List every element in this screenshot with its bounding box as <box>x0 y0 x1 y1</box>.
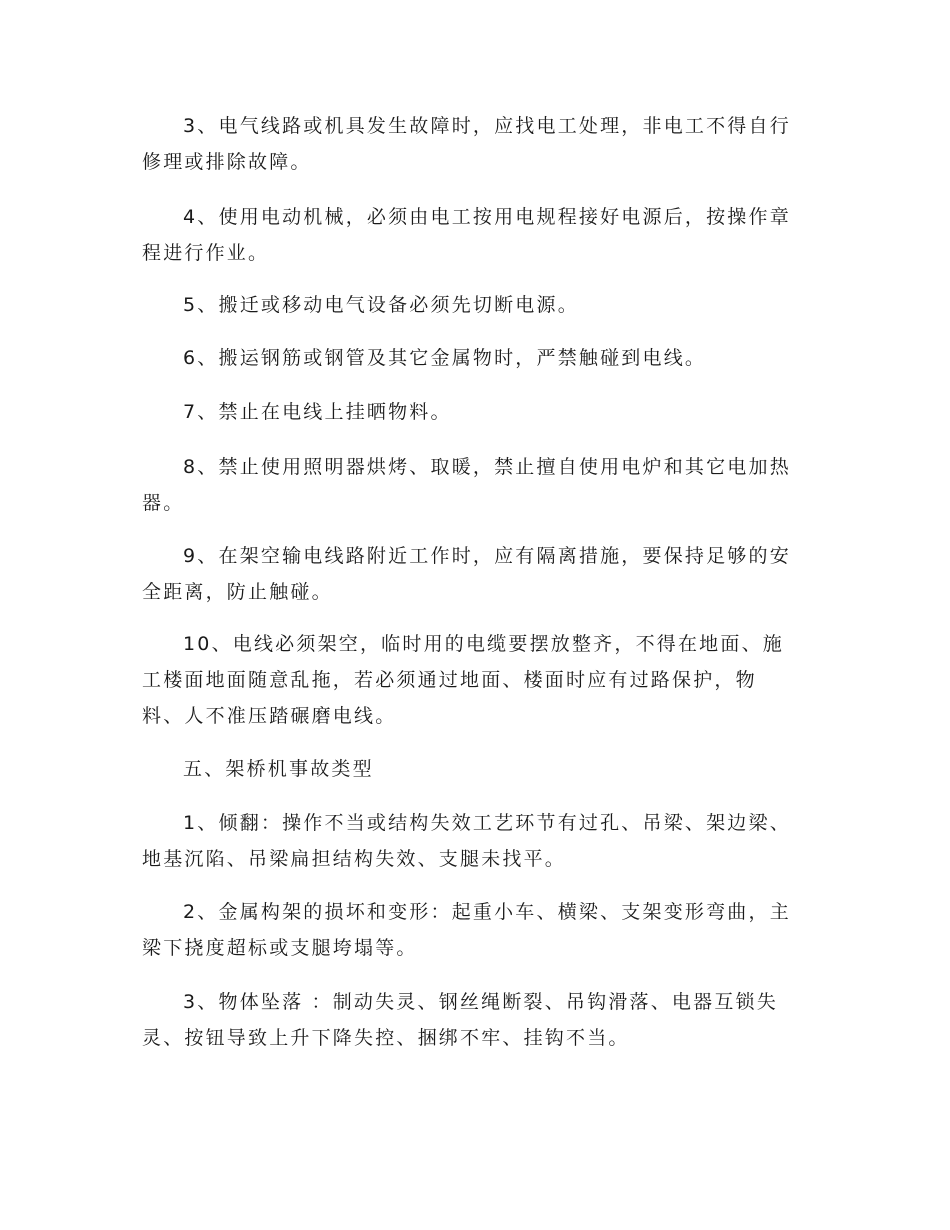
paragraph-item-9 <box>142 538 810 610</box>
paragraph-line: 程进行作业。 <box>142 242 270 264</box>
paragraph-line: 1、倾翻：操作不当或结构失效工艺环节有过孔、吊梁、架边梁、 <box>183 812 791 834</box>
paragraph-line: 3、物体坠落 ：制动失灵、钢丝绳断裂、吊钩滑落、电器互锁失 <box>183 991 778 1013</box>
paragraph-line: 料、人不准压踏碾磨电线。 <box>142 705 397 727</box>
paragraph-item-3 <box>142 108 810 180</box>
paragraph-line: 梁下挠度超标或支腿垮塌等。 <box>142 937 418 959</box>
paragraph-item-5 <box>142 287 810 323</box>
paragraph-line: 7、禁止在电线上挂晒物料。 <box>183 401 452 423</box>
paragraph-line: 工楼面地面随意乱拖，若必须通过地面、楼面时应有过路保护，物 <box>142 669 757 691</box>
paragraph-line: 9、在架空输电线路附近工作时，应有隔离措施，要保持足够的安 <box>183 545 791 567</box>
paragraph-line: 5、搬迁或移动电气设备必须先切断电源。 <box>183 294 579 316</box>
paragraph-line: 4、使用电动机械，必须由电工按用电规程接好电源后，按操作章 <box>183 206 791 228</box>
paragraph-item-8 <box>142 449 810 521</box>
section-heading <box>142 751 810 787</box>
paragraph-item-10 <box>142 626 810 734</box>
paragraph-line: 地基沉陷、吊梁扁担结构失效、支腿未找平。 <box>142 848 567 870</box>
paragraph-item-4 <box>142 199 810 271</box>
paragraph-line: 器。 <box>142 492 185 514</box>
paragraph-line: 2、金属构架的损坏和变形：起重小车、横梁、支架变形弯曲，主 <box>183 901 791 923</box>
paragraph-line: 6、搬运钢筋或钢管及其它金属物时，严禁触碰到电线。 <box>183 347 707 369</box>
paragraph-line: 全距离，防止触碰。 <box>142 581 333 603</box>
paragraph-item-7 <box>142 394 810 430</box>
paragraph-line: 修理或排除故障。 <box>142 151 312 173</box>
section-heading-text: 五、架桥机事故类型 <box>183 758 374 780</box>
paragraph-type-1 <box>142 805 810 877</box>
paragraph-line: 10、电线必须架空，临时用的电缆要摆放整齐，不得在地面、施 <box>183 633 784 655</box>
paragraph-line: 8、禁止使用照明器烘烤、取暖，禁止擅自使用电炉和其它电加热 <box>183 456 791 478</box>
paragraph-line: 3、电气线路或机具发生故障时，应找电工处理，非电工不得自行 <box>183 115 791 137</box>
paragraph-item-6 <box>142 340 810 376</box>
paragraph-type-3 <box>142 984 810 1056</box>
paragraph-line: 灵、按钮导致上升下降失控、捆绑不牢、挂钩不当。 <box>142 1027 630 1049</box>
paragraph-type-2 <box>142 894 810 966</box>
